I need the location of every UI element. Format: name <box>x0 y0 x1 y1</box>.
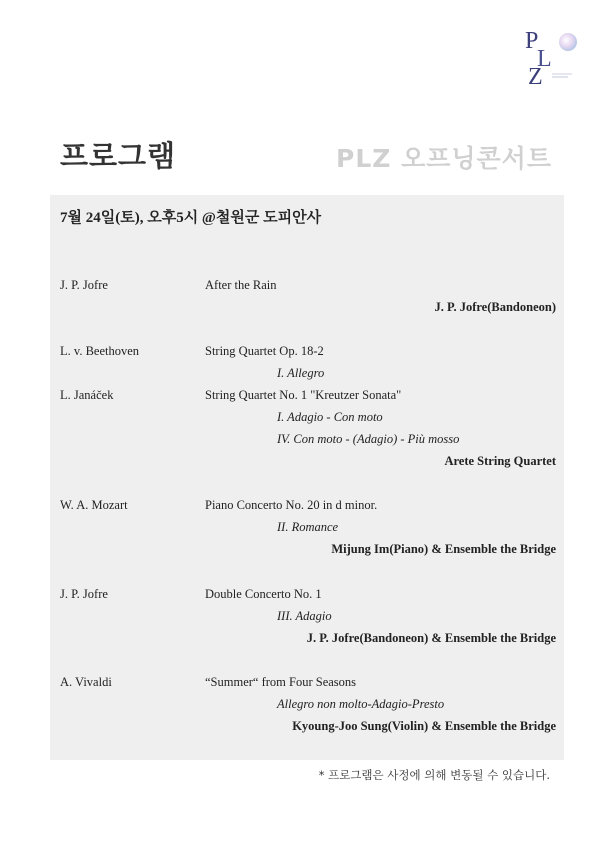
composer: L. v. Beethoven <box>60 344 140 358</box>
composer: L. Janáček <box>60 388 114 402</box>
performer: J. P. Jofre(Bandoneon) & Ensemble the Bridge <box>306 631 556 645</box>
movement: IV. Con moto - (Adagio) - Più mosso <box>277 432 460 446</box>
page-title: 프로그램 <box>60 139 177 173</box>
movement: III. Adagio <box>277 609 332 623</box>
composer: J. P. Jofre <box>60 587 108 601</box>
work-title: String Quartet Op. 18-2 <box>205 344 324 358</box>
movement: I. Adagio - Con moto <box>277 410 383 424</box>
concert-date-line: 7월 24일(토), 오후5시 @철원군 도피안사 <box>60 210 322 226</box>
performer: J. P. Jofre(Bandoneon) <box>434 300 556 314</box>
program-panel <box>50 195 564 760</box>
footnote: * 프로그램은 사정에 의해 변동될 수 있습니다. <box>318 768 550 782</box>
performer: Mijung Im(Piano) & Ensemble the Bridge <box>331 542 556 556</box>
work-title: String Quartet No. 1 "Kreutzer Sonata" <box>205 388 402 402</box>
composer: A. Vivaldi <box>60 675 112 689</box>
movement: Allegro non molto-Adagio-Presto <box>277 697 445 711</box>
concert-title: PLZ 오프닝콘서트 <box>336 144 552 173</box>
svg-text:L: L <box>537 46 552 72</box>
work-title: After the Rain <box>205 278 277 292</box>
plz-logo <box>522 22 582 88</box>
svg-text:P: P <box>525 28 539 54</box>
composer: J. P. Jofre <box>60 278 108 292</box>
work-title: Piano Concerto No. 20 in d minor. <box>205 498 378 512</box>
composer: W. A. Mozart <box>60 498 128 512</box>
movement: II. Romance <box>277 520 339 534</box>
work-title: Double Concerto No. 1 <box>205 587 322 601</box>
work-title: “Summer“ from Four Seasons <box>205 675 357 689</box>
performer: Kyoung-Joo Sung(Violin) & Ensemble the Bridge <box>292 719 556 733</box>
svg-text:Z: Z <box>528 64 543 88</box>
performer: Arete String Quartet <box>444 454 556 468</box>
movement: I. Allegro <box>277 366 325 380</box>
